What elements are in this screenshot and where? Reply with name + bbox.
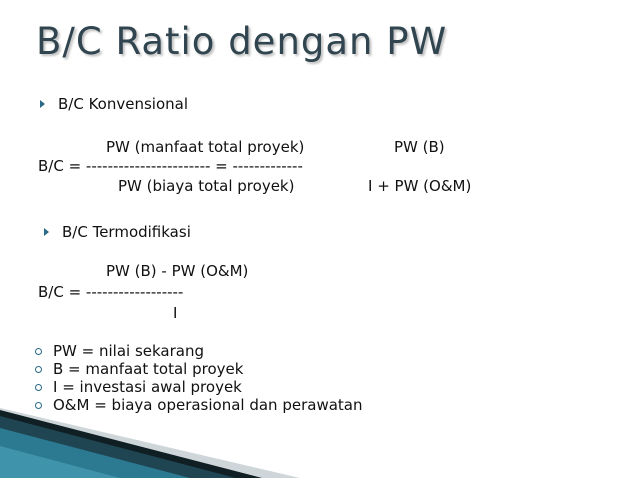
- section1-numerator-right: PW (B): [394, 138, 445, 156]
- definition-item: B = manfaat total proyek: [53, 360, 244, 378]
- section2-numerator: PW (B) - PW (O&M): [106, 262, 249, 280]
- section1-denominator-left: PW (biaya total proyek): [118, 177, 295, 195]
- definition-item: PW = nilai sekarang: [53, 342, 204, 360]
- slide-title: B/C Ratio dengan PW: [36, 20, 448, 63]
- section1-numerator-left: PW (manfaat total proyek): [106, 138, 305, 156]
- section1-equation-line: B/C = ----------------------- = -------------: [38, 157, 303, 175]
- section2-denominator: I: [173, 304, 178, 322]
- section1-heading: B/C Konvensional: [58, 95, 188, 113]
- section1-denominator-right: I + PW (O&M): [368, 177, 472, 195]
- section2-heading: B/C Termodifikasi: [62, 223, 191, 241]
- definition-item: I = investasi awal proyek: [53, 378, 242, 396]
- section2-equation-line: B/C = ------------------: [38, 283, 184, 301]
- definition-item: O&M = biaya operasional dan perawatan: [53, 396, 363, 414]
